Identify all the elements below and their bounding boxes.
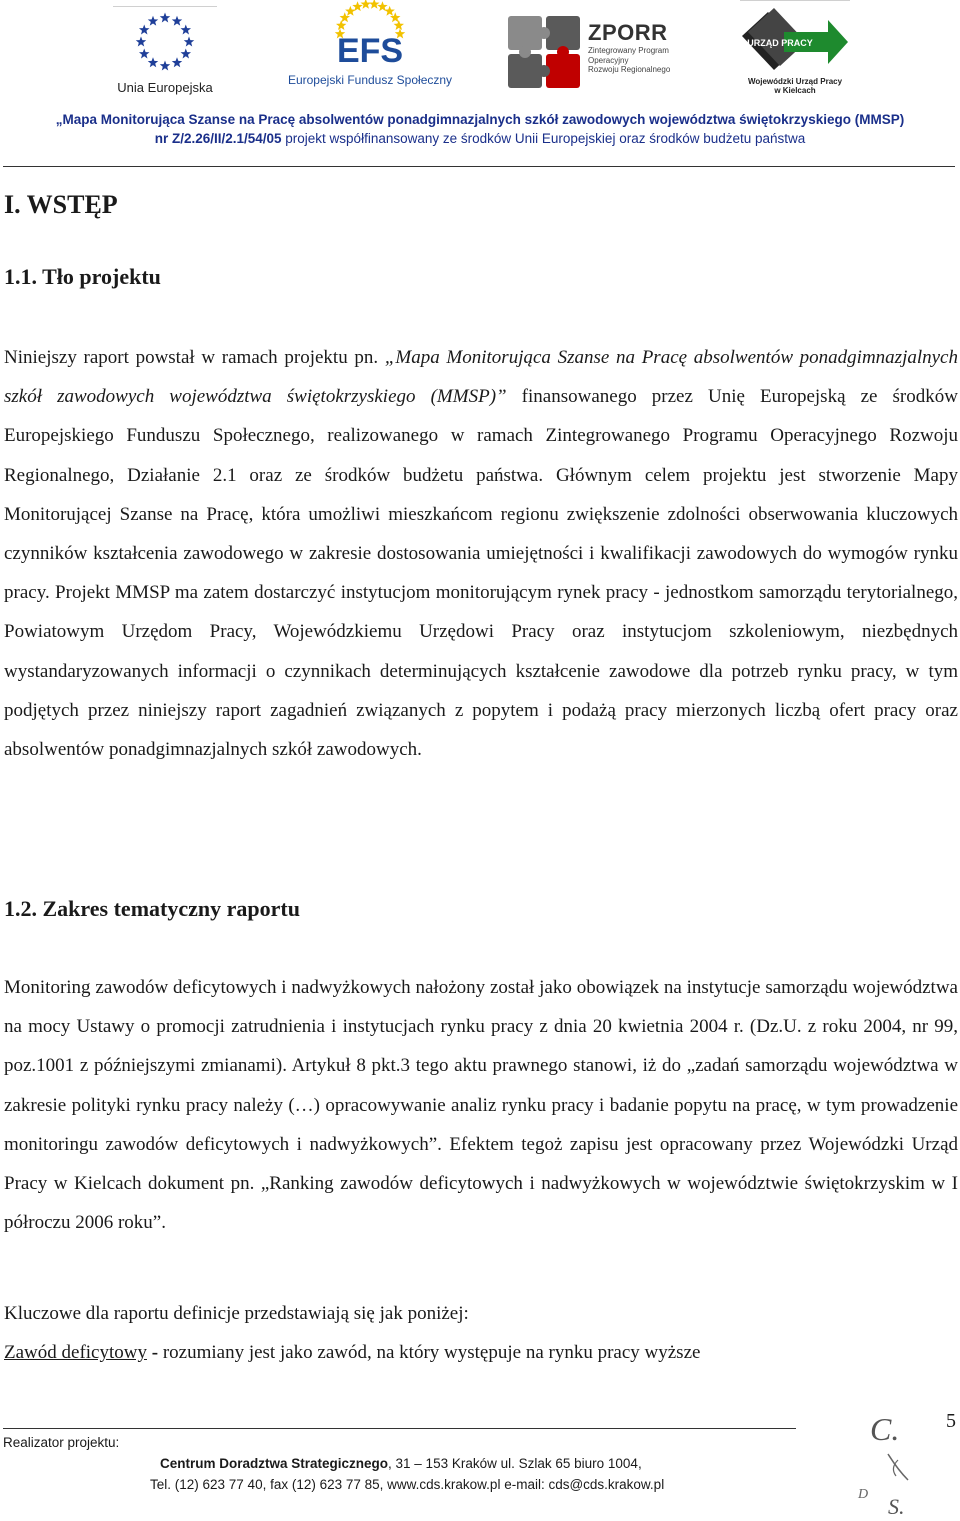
urzad-pracy-caption-line: Wojewódzki Urząd Pracy — [747, 77, 843, 86]
star-icon — [148, 16, 158, 26]
zporr-subtitle — [588, 46, 688, 75]
paragraph-definitions-intro: Kluczowe dla raportu definicje przedstawiają się jak poniżej: — [4, 1303, 469, 1324]
organization-name: Centrum Doradztwa Strategicznego — [160, 1456, 389, 1471]
paragraph-text: finansowanego przez Unię Europejską ze środków Europejskiego Funduszu Społecznego, realizowanego w ramach Zintegrowanego Programu Operacyjnego Rozwoju Regionalnego, Działanie 2.1 oraz ze środków budżetu państwa. Głównym celem projektu jest stworzenie Mapy Monitorującej Szanse na Pracę, która umożliwi mieszkańcom regionu zwiększenie zdolności obserwowania kluczowych czynników kształcenia zawodowego w zakresie dostosowania umiejętności i kwalifikacji zawodowych do wymogów rynku pracy. Projekt MMSP ma zatem dostarczyć instytucjom monitorującym rynek pracy - jednostkom samorządu terytorialnego, Powiatowym Urzędom Pracy, Wojewódzkiemu Urzędowi Pracy oraz instytucjom szkoleniowym, niezbędnych wystandaryzowanych informacji o czynnikach determinujących kształcenie zawodowe dla potrzeb rynku pracy, w tym podjętych przez niniejszy raport zagadnień związanych z popytem i podażą pracy mierzonych liczbą ofert pracy oraz absolwentów ponadgimnazjalnych szkół zawodowych. — [4, 386, 958, 761]
urzad-pracy-caption — [740, 77, 850, 95]
section-title: I. WSTĘP — [4, 190, 118, 219]
star-icon — [160, 61, 170, 71]
organization-street: , 31 – 153 Kraków ul. Szlak 65 biuro 1004, — [388, 1456, 642, 1471]
footer-divider — [3, 1428, 796, 1429]
project-name-italic: „Mapa Monitorująca Szanse na Pracę absolwentów ponadgimnazjalnych szkół zawodowych województwa świętokrzyskiego (MMSP)” — [4, 347, 958, 408]
star-icon — [160, 13, 170, 23]
definition-term: Zawód deficytowy — [4, 1342, 147, 1363]
star-icon — [361, 0, 371, 9]
star-icon — [139, 25, 149, 35]
organization-address — [160, 1456, 642, 1471]
definition-dash: - — [146, 1342, 163, 1363]
star-icon — [172, 57, 182, 67]
header-divider — [3, 166, 955, 167]
subsection-title-scope: 1.2. Zakres tematyczny raportu — [4, 896, 300, 921]
zporr-sub-line: Operacyjny — [588, 55, 629, 65]
project-number: nr Z/2.26/II/2.1/54/05 — [154, 131, 282, 146]
star-icon — [181, 25, 191, 35]
definition-text: rozumiany jest jako zawód, na który występuje na rynku pracy wyższe — [162, 1342, 701, 1363]
star-icon — [139, 49, 149, 59]
urzad-pracy-label: URZĄD PRACY — [747, 38, 813, 48]
star-icon — [336, 20, 346, 30]
star-icon — [148, 57, 158, 67]
project-cofinance-text: projekt współfinansowany ze środków Unii Europejskiej oraz środków budżetu państwa — [281, 131, 806, 146]
efs-caption: Europejski Fundusz Społeczny — [287, 73, 453, 87]
paragraph-project-background — [4, 338, 958, 769]
urzad-pracy-logo — [740, 0, 850, 100]
svg-text:D: D — [858, 1487, 869, 1502]
svg-text:C.: C. — [870, 1411, 900, 1447]
eu-stars-icon — [113, 6, 217, 82]
eu-caption: Unia Europejska — [117, 80, 213, 95]
star-icon — [181, 49, 191, 59]
zporr-sub-line: Rozwoju Regionalnego — [588, 65, 671, 74]
logo-strip — [0, 0, 960, 100]
project-title-line: „Mapa Monitorująca Szanse na Pracę absolwentów ponadgimnazjalnych szkół zawodowych województwa świętokrzyskiego (MMSP) — [55, 112, 905, 127]
star-icon — [394, 20, 404, 30]
puzzle-icon — [504, 12, 584, 92]
zporr-title: ZPORR — [588, 20, 668, 45]
star-icon — [184, 37, 194, 47]
star-icon — [369, 0, 379, 9]
zporr-sub-line: Zintegrowany Program — [588, 46, 669, 55]
zporr-logo — [500, 0, 685, 100]
paragraph-definition-deficit — [4, 1333, 958, 1372]
urzad-pracy-arrow-icon — [740, 2, 850, 78]
star-icon — [345, 6, 355, 16]
realizator-label: Realizator projektu: — [3, 1435, 120, 1450]
paragraph-text: Niniejszy raport powstał w ramach projektu pn. — [4, 347, 385, 368]
organization-contact: Tel. (12) 623 77 40, fax (12) 623 77 85, www.cds.krakow.pl e-mail: cds@cds.krakow.pl — [150, 1477, 665, 1492]
eu-logo — [113, 0, 217, 100]
efs-logo — [285, 0, 455, 100]
cds-signature-logo — [848, 1410, 940, 1518]
page-number: 5 — [946, 1410, 956, 1432]
subsection-title-background: 1.1. Tło projektu — [4, 264, 161, 289]
star-icon — [384, 6, 394, 16]
svg-text:S.: S. — [888, 1494, 905, 1518]
project-cofinance-line — [0, 131, 960, 146]
star-icon — [136, 37, 146, 47]
star-icon — [172, 16, 182, 26]
paragraph-monitoring: Monitoring zawodów deficytowych i nadwyżkowych nałożony został jako obowiązek na instytucje samorządu województwa na mocy Ustawy o promocji zatrudnienia i instytucjach rynku pracy z dnia 20 kwietnia 2004 r. (Dz.U. z roku 2004, nr 99, poz.1001 z późniejszymi zmianami). Artykuł 8 pkt.3 tego aktu prawnego stanowi, iż do „zadań samorządu województwa w zakresie polityki rynku pracy należy (…) opracowywanie analiz rynku pracy i badanie popytu na pracę, w tym prowadzenie monitoringu zawodów deficytowych i nadwyżkowych”. Efektem tegoż zapisu jest opracowany przez Wojewódzki Urząd Pracy w Kielcach dokument pn. „Ranking zawodów deficytowych i nadwyżkowych w województwie świętokrzyskim w I półroczu 2006 roku”. — [4, 977, 958, 1234]
logo-rule — [740, 0, 850, 1]
efs-stars-icon — [285, 0, 455, 70]
urzad-pracy-caption-line: w Kielcach — [774, 86, 816, 95]
efs-wordmark: EFS — [336, 32, 404, 70]
